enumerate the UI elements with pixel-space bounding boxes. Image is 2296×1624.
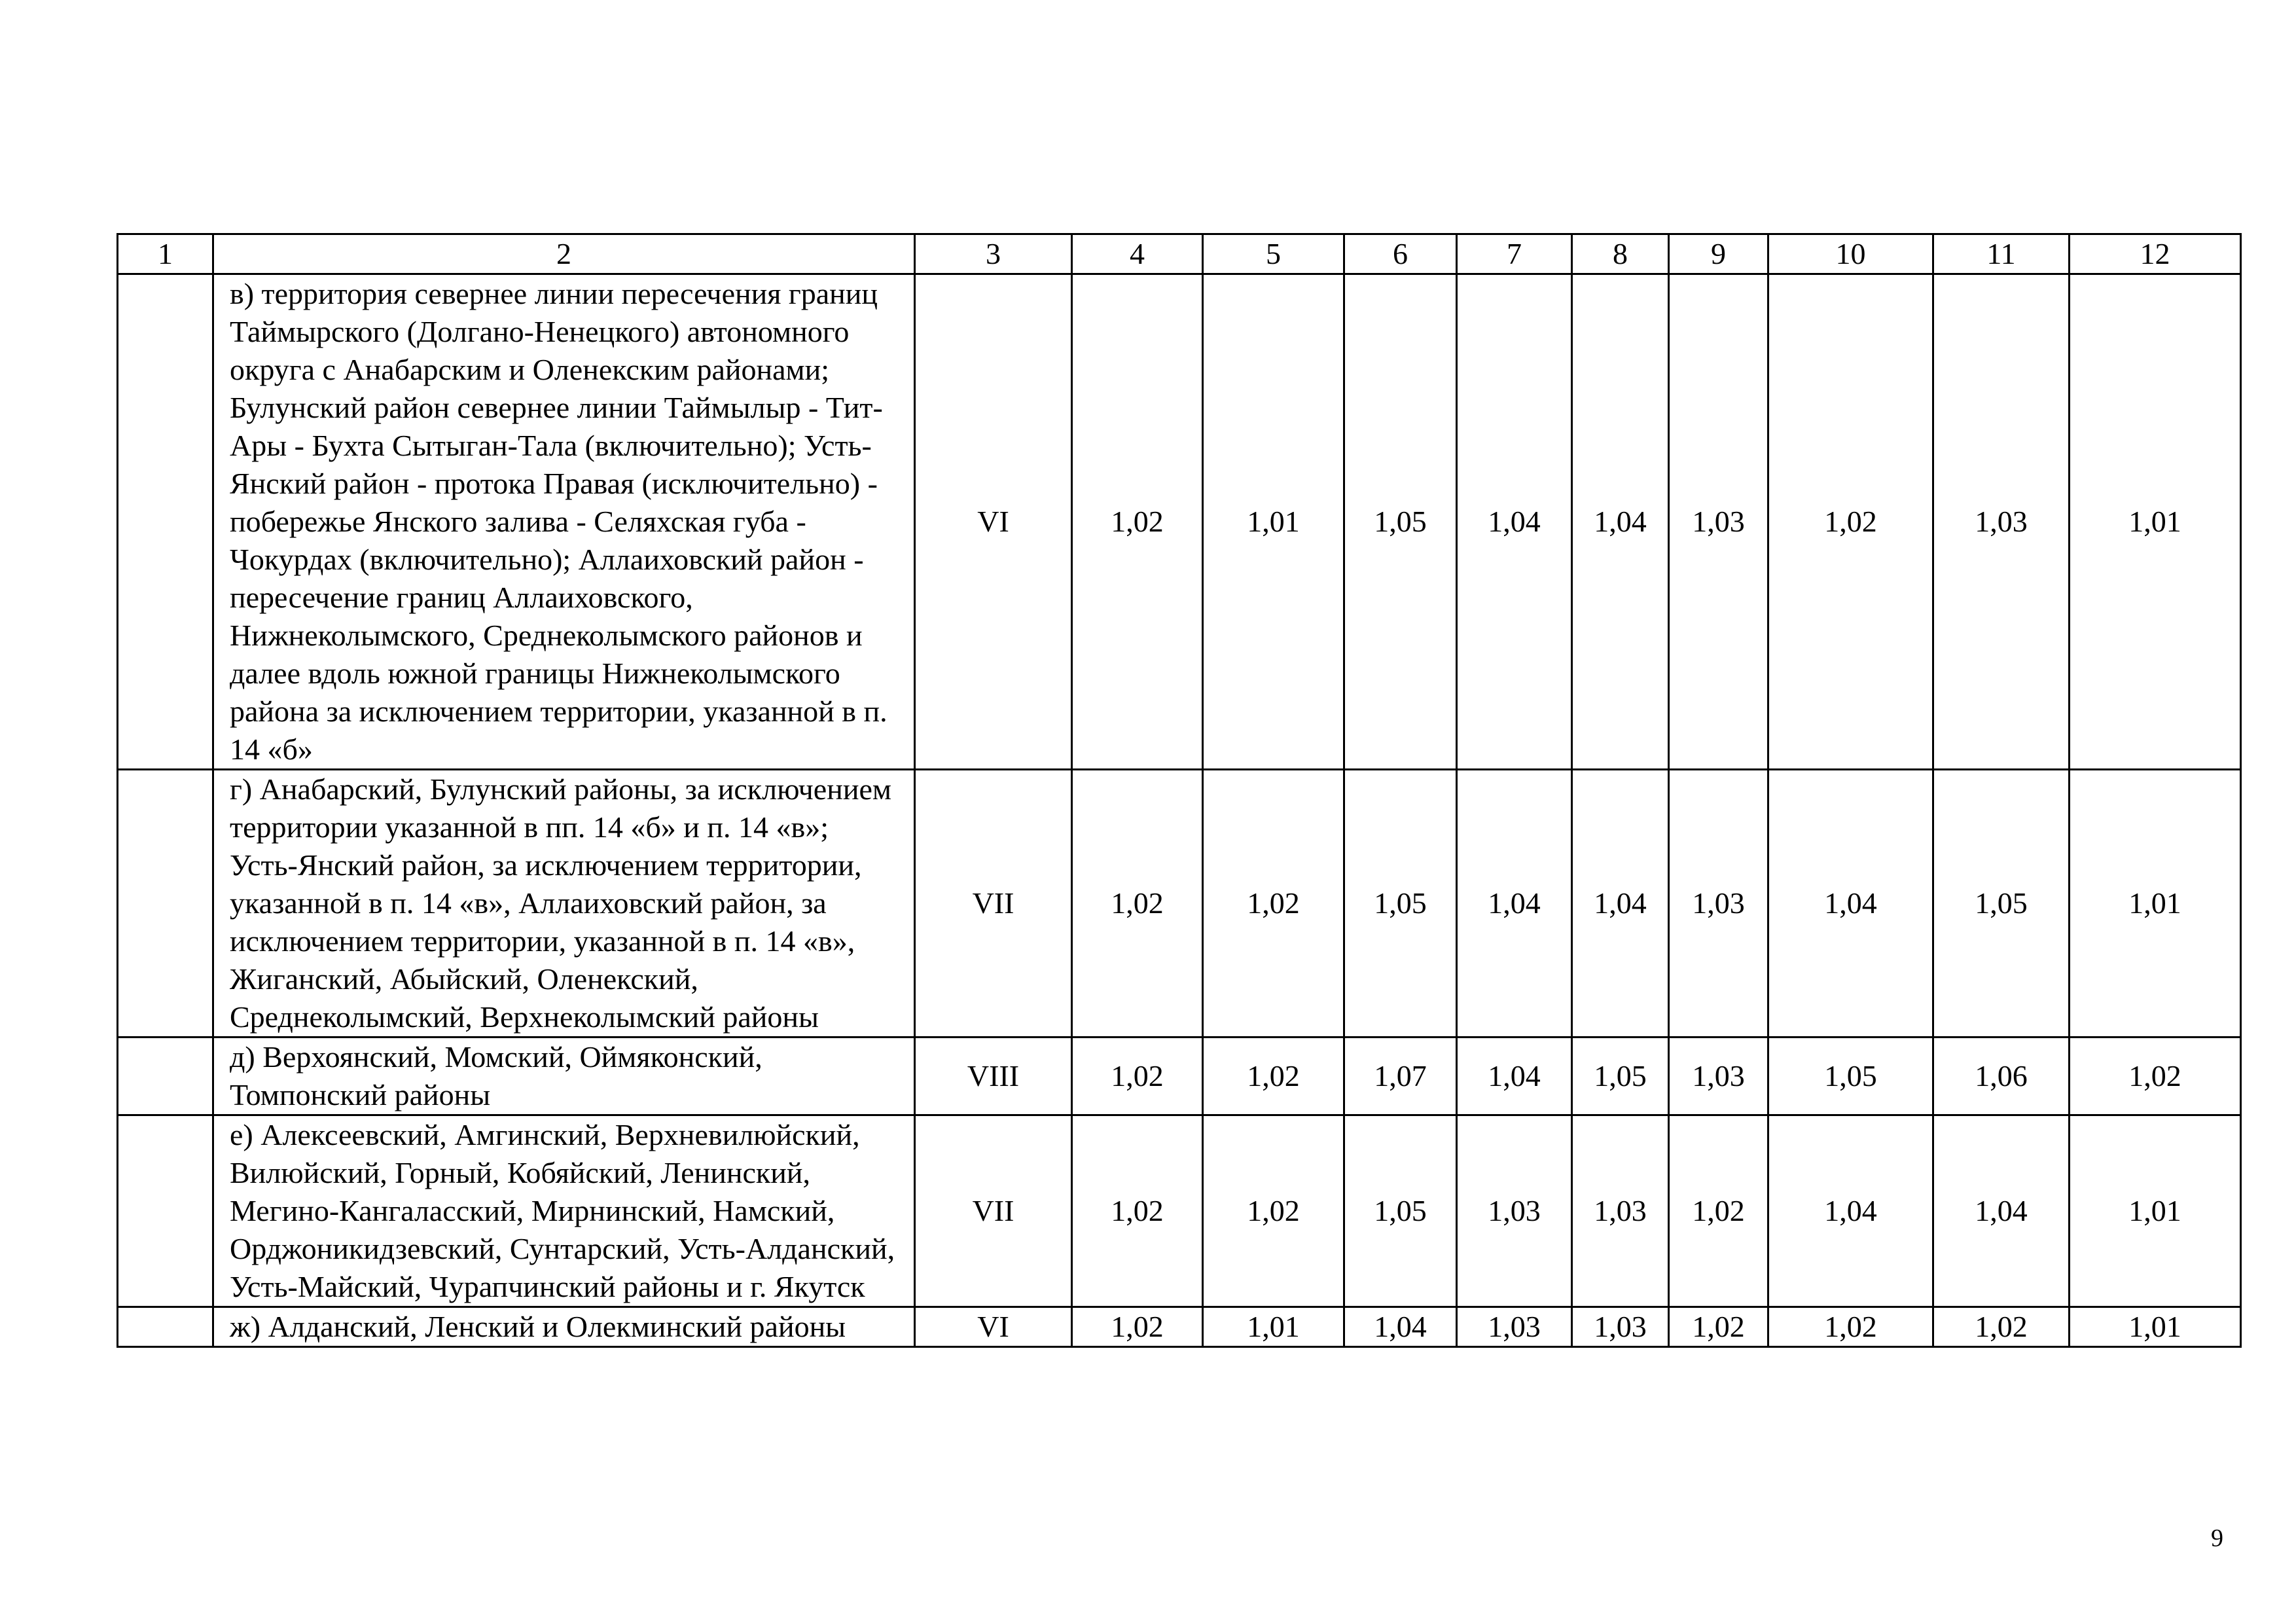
column-header: 4 bbox=[1072, 234, 1203, 274]
row-number bbox=[118, 1115, 213, 1307]
table-row bbox=[118, 1307, 2241, 1347]
coefficient-cell: 1,04 bbox=[1457, 1038, 1572, 1115]
coefficient-cell: 1,07 bbox=[1344, 1038, 1457, 1115]
table-row bbox=[118, 1115, 2241, 1307]
coefficient-cell: 1,04 bbox=[1457, 274, 1572, 770]
coefficient-cell: 1,03 bbox=[1669, 1038, 1768, 1115]
coefficient-cell: 1,05 bbox=[1344, 274, 1457, 770]
coefficient-cell: 1,03 bbox=[1669, 770, 1768, 1038]
coefficient-cell: 1,05 bbox=[1344, 1115, 1457, 1307]
climate-zone: VII bbox=[915, 1115, 1072, 1307]
column-header: 12 bbox=[2070, 234, 2241, 274]
coefficient-cell: 1,02 bbox=[1669, 1307, 1768, 1347]
coefficient-cell: 1,03 bbox=[1457, 1115, 1572, 1307]
table-row bbox=[118, 274, 2241, 770]
column-header: 5 bbox=[1203, 234, 1344, 274]
column-header: 8 bbox=[1572, 234, 1669, 274]
column-header: 1 bbox=[118, 234, 213, 274]
column-header: 3 bbox=[915, 234, 1072, 274]
table-row bbox=[118, 770, 2241, 1038]
climate-zone: VII bbox=[915, 770, 1072, 1038]
coefficient-cell: 1,01 bbox=[2070, 274, 2241, 770]
territory-description: в) территория севернее линии пересечения границ Таймырского (Долгано-Ненецкого) автономного округа с Анабарским и Оленекским районами; Булунский район севернее линии Таймылыр - Тит-Ары - Бухта Сытыган-Тала (включительно); Усть-Янский район - протока Правая (исключительно) - побережье Янского залива - Селяхская губа - Чокурдах (включительно); Аллаиховский район - пересечение границ Аллаиховского, Нижнеколымского, Среднеколымского районов и далее вдоль южной границы Нижнеколымского района за исключением территории, указанной в п. 14 «б» bbox=[213, 274, 915, 770]
column-header: 9 bbox=[1669, 234, 1768, 274]
row-number bbox=[118, 770, 213, 1038]
column-header: 2 bbox=[213, 234, 915, 274]
coefficient-cell: 1,03 bbox=[1572, 1307, 1669, 1347]
coefficient-cell: 1,04 bbox=[1768, 770, 1933, 1038]
row-number bbox=[118, 274, 213, 770]
climate-zone: VI bbox=[915, 274, 1072, 770]
coefficient-cell: 1,04 bbox=[1933, 1115, 2070, 1307]
column-header: 7 bbox=[1457, 234, 1572, 274]
coefficient-cell: 1,03 bbox=[1669, 274, 1768, 770]
coefficient-cell: 1,04 bbox=[1572, 770, 1669, 1038]
territory-description: д) Верхоянский, Момский, Оймяконский, Томпонский районы bbox=[213, 1038, 915, 1115]
table-body bbox=[118, 234, 2241, 1347]
column-header: 11 bbox=[1933, 234, 2070, 274]
coefficient-cell: 1,06 bbox=[1933, 1038, 2070, 1115]
row-number bbox=[118, 1038, 213, 1115]
coefficient-cell: 1,05 bbox=[1768, 1038, 1933, 1115]
coefficient-cell: 1,01 bbox=[1203, 1307, 1344, 1347]
page-number: 9 bbox=[2211, 1525, 2223, 1552]
territory-description: г) Анабарский, Булунский районы, за исключением территории указанной в пп. 14 «б» и п. 14 «в»; Усть-Янский район, за исключением территории, указанной в п. 14 «в», Аллаиховский район, за исключением территории, указанной в п. 14 «в», Жиганский, Абыйский, Оленекский, Среднеколымский, Верхнеколымский районы bbox=[213, 770, 915, 1038]
coefficient-cell: 1,05 bbox=[1572, 1038, 1669, 1115]
coefficient-cell: 1,02 bbox=[1203, 1038, 1344, 1115]
coefficient-cell: 1,02 bbox=[1768, 1307, 1933, 1347]
coefficient-cell: 1,05 bbox=[1344, 770, 1457, 1038]
coefficient-cell: 1,01 bbox=[1203, 274, 1344, 770]
table-row bbox=[118, 1038, 2241, 1115]
coefficient-cell: 1,02 bbox=[1072, 1038, 1203, 1115]
coefficient-cell: 1,04 bbox=[1457, 770, 1572, 1038]
column-header: 10 bbox=[1768, 234, 1933, 274]
coefficient-cell: 1,02 bbox=[1933, 1307, 2070, 1347]
coefficient-cell: 1,04 bbox=[1572, 274, 1669, 770]
coefficient-cell: 1,02 bbox=[1768, 274, 1933, 770]
coefficient-cell: 1,02 bbox=[1072, 274, 1203, 770]
coefficient-cell: 1,01 bbox=[2070, 770, 2241, 1038]
coefficient-cell: 1,04 bbox=[1344, 1307, 1457, 1347]
coefficient-cell: 1,03 bbox=[1933, 274, 2070, 770]
coefficient-cell: 1,04 bbox=[1768, 1115, 1933, 1307]
coefficient-cell: 1,02 bbox=[1669, 1115, 1768, 1307]
row-number bbox=[118, 1307, 213, 1347]
coefficient-cell: 1,02 bbox=[2070, 1038, 2241, 1115]
coefficient-cell: 1,01 bbox=[2070, 1115, 2241, 1307]
header-row bbox=[118, 234, 2241, 274]
territory-description: е) Алексеевский, Амгинский, Верхневилюйский, Вилюйский, Горный, Кобяйский, Ленинский, Мегино-Кангаласский, Мирнинский, Намский, Орджоникидзевский, Сунтарский, Усть-Алданский, Усть-Майский, Чурапчинский районы и г. Якутск bbox=[213, 1115, 915, 1307]
coefficient-cell: 1,02 bbox=[1203, 770, 1344, 1038]
coefficient-cell: 1,02 bbox=[1072, 1115, 1203, 1307]
coefficient-cell: 1,01 bbox=[2070, 1307, 2241, 1347]
climate-zone: VIII bbox=[915, 1038, 1072, 1115]
column-header: 6 bbox=[1344, 234, 1457, 274]
coefficient-cell: 1,05 bbox=[1933, 770, 2070, 1038]
coefficient-cell: 1,02 bbox=[1203, 1115, 1344, 1307]
coefficient-cell: 1,02 bbox=[1072, 1307, 1203, 1347]
coefficient-cell: 1,03 bbox=[1572, 1115, 1669, 1307]
coefficients-table bbox=[117, 233, 2242, 1348]
coefficient-cell: 1,03 bbox=[1457, 1307, 1572, 1347]
climate-zone: VI bbox=[915, 1307, 1072, 1347]
territory-description: ж) Алданский, Ленский и Олекминский районы bbox=[213, 1307, 915, 1347]
coefficient-cell: 1,02 bbox=[1072, 770, 1203, 1038]
